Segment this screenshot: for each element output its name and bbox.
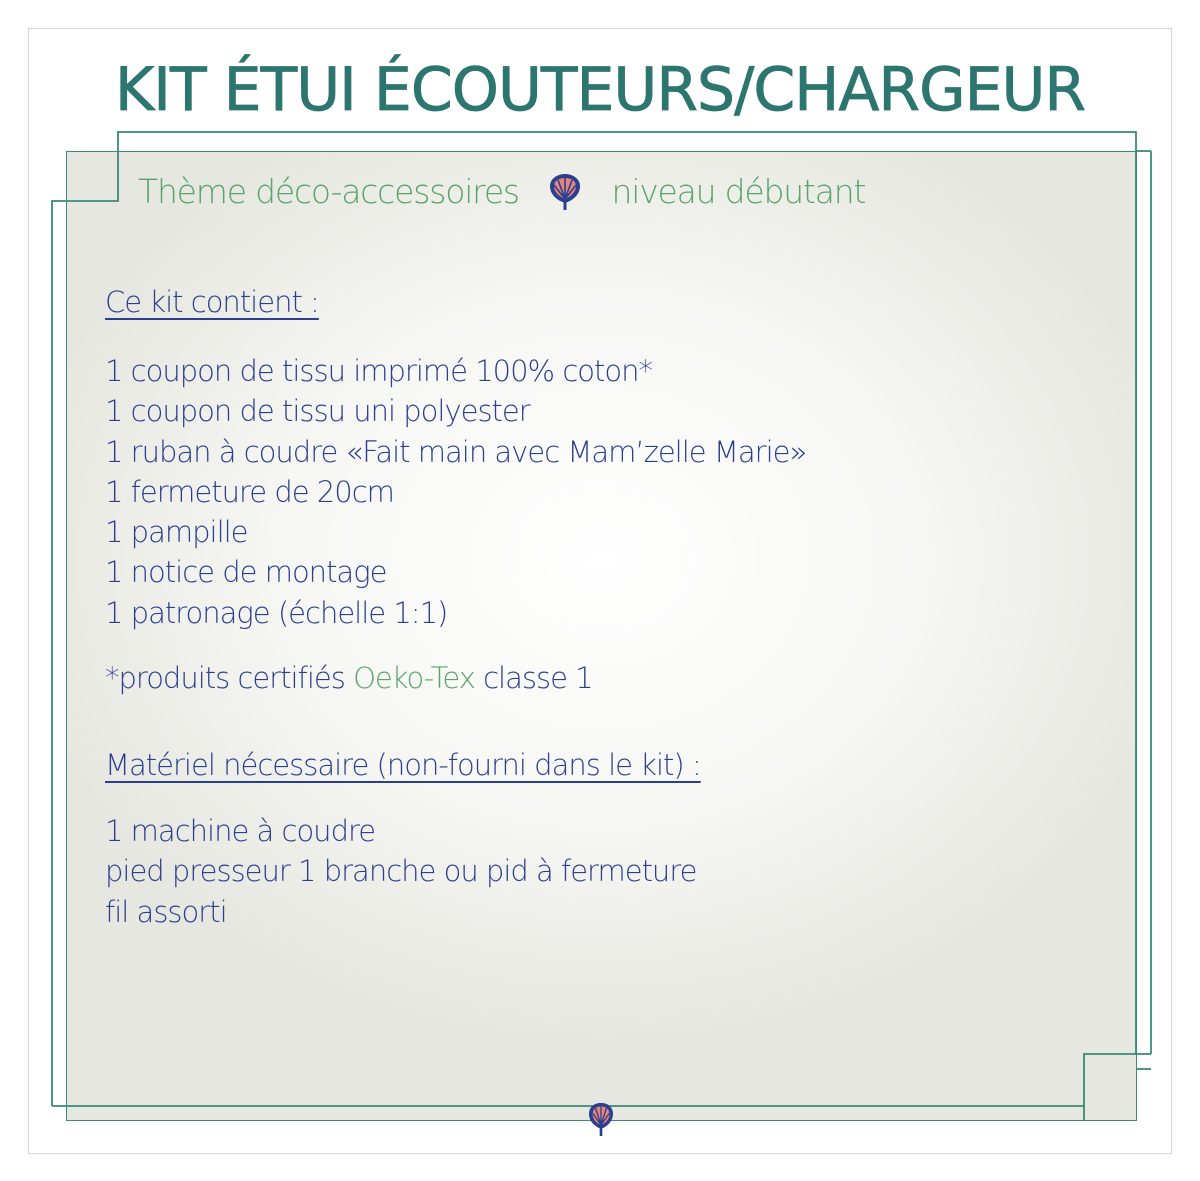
note-prefix: *produits certifiés: [105, 661, 354, 695]
page-title: KIT ÉTUI ÉCOUTEURS/CHARGEUR: [114, 55, 1086, 125]
list-item: 1 fermeture de 20cm: [105, 474, 394, 509]
required-materials-list: [105, 811, 696, 932]
list-item: pied presseur 1 branche ou pid à fermeture: [105, 854, 697, 889]
level-label: niveau débutant: [611, 172, 866, 211]
list-item: 1 notice de montage: [105, 555, 387, 590]
theme-label: Thème déco-accessoires: [138, 172, 519, 211]
kit-contents-list: [105, 351, 806, 633]
list-item: 1 coupon de tissu uni polyester: [105, 394, 530, 429]
list-item: 1 patronage (échelle 1:1): [105, 595, 448, 630]
list-item: fil assorti: [105, 894, 227, 929]
list-item: 1 pampille: [105, 515, 248, 550]
list-item: 1 machine à coudre: [105, 814, 376, 848]
certification-note: [105, 661, 593, 695]
list-item: 1 coupon de tissu imprimé 100% coton*: [105, 354, 653, 388]
art-deco-fan-icon: [548, 172, 582, 212]
theme-and-level: [138, 170, 865, 220]
art-deco-fan-icon: [588, 1101, 614, 1137]
list-item: 1 ruban à coudre «Fait main avec Mam’zelle Marie»: [105, 434, 807, 469]
required-materials-heading: Matériel nécessaire (non-fourni dans le kit) :: [105, 748, 701, 782]
oeko-tex-label: Oeko-Tex: [353, 661, 475, 695]
kit-contents-heading: Ce kit contient :: [105, 285, 319, 319]
note-suffix: classe 1: [474, 661, 593, 695]
